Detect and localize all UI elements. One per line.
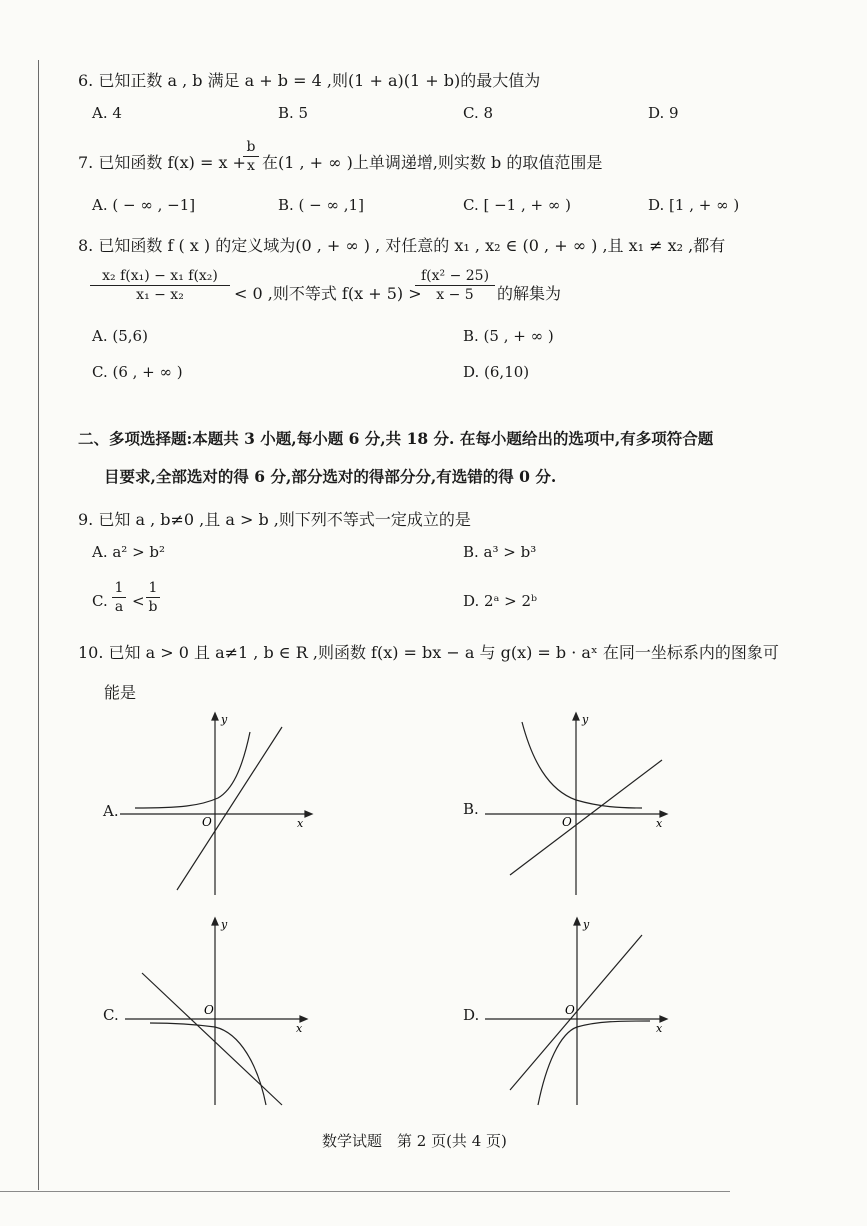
q9-c-frac1-den: a (114, 599, 124, 615)
q7-fraction (243, 139, 259, 174)
q9-c-frac2-num: 1 (148, 580, 158, 596)
graph-c-y-label: y (221, 918, 228, 931)
section2-heading-line1: 二、多项选择题:本题共 3 小题,每小题 6 分,共 18 分. 在每小题给出的选项中,有多项符合题 (78, 429, 714, 448)
graph-a-exp-curve (135, 732, 250, 808)
graph-b-x-label: x (656, 817, 663, 830)
page-footer: 数学试题 第 2 页(共 4 页) (322, 1132, 507, 1150)
q8-option-a: A. (5,6) (92, 327, 148, 345)
q7-option-a: A. ( − ∞ , −1] (92, 196, 196, 214)
q8-frac2-denominator: x − 5 (436, 287, 474, 303)
section2-heading-line2: 目要求,全部选对的得 6 分,部分选对的得部分分,有选错的得 0 分. (104, 467, 557, 486)
q9-option-a: A. a² > b² (92, 543, 166, 561)
scan-bottom-line (0, 1191, 730, 1192)
q9-option-c-frac1 (112, 580, 126, 615)
q9-c-frac2-den: b (148, 599, 158, 615)
q9-option-d: D. 2ᵃ > 2ᵇ (463, 592, 538, 610)
graph-a-y-label: y (221, 713, 228, 726)
graph-a-x-label: x (297, 817, 304, 830)
q8-option-b: B. (5 , + ∞ ) (463, 327, 554, 345)
q6-option-c: C. 8 (463, 104, 494, 122)
q8-stem: 8. 已知函数 f ( x ) 的定义域为(0 , + ∞ ) , 对任意的 x₁ , x₂ ∈ (0 , + ∞ ) ,且 x₁ ≠ x₂ ,都有 (78, 236, 726, 255)
q9-option-c-lt: < (132, 592, 145, 610)
graph-d-origin-label: O (565, 1003, 575, 1017)
q7-stem-post: 在(1 , + ∞ )上单调递增,则实数 b 的取值范围是 (262, 153, 603, 172)
q7-option-c: C. [ −1 , + ∞ ) (463, 196, 571, 214)
graph-a-origin-label: O (202, 815, 212, 829)
graph-c-x-label: x (296, 1022, 303, 1035)
q7-frac-numerator: b (246, 139, 256, 155)
q9-c-frac1-num: 1 (114, 580, 124, 596)
q8-frac1-denominator: x₁ − x₂ (136, 287, 184, 303)
q6-stem: 6. 已知正数 a , b 满足 a + b = 4 ,则(1 + a)(1 + b)的最大值为 (78, 71, 541, 90)
graph-a (120, 710, 320, 900)
q9-stem: 9. 已知 a , b≠0 ,且 a > b ,则下列不等式一定成立的是 (78, 510, 471, 529)
graph-b-exp-curve (522, 722, 642, 808)
q8-frac1-numerator: x₂ f(x₁) − x₁ f(x₂) (102, 268, 218, 284)
graph-a-line (177, 727, 282, 890)
q8-option-c: C. (6 , + ∞ ) (92, 363, 183, 381)
q9-option-b: B. a³ > b³ (463, 543, 537, 561)
graph-b-label: B. (463, 800, 479, 818)
q8-fraction-1 (90, 268, 230, 303)
graph-d-line (510, 935, 642, 1090)
q9-option-c-label: C. (92, 592, 108, 610)
graph-d-x-label: x (656, 1022, 663, 1035)
q7-stem-pre: 7. 已知函数 f(x) = x + (78, 153, 246, 172)
graph-b-origin-label: O (562, 815, 572, 829)
q7-option-d: D. [1 , + ∞ ) (648, 196, 740, 214)
q10-stem-line2: 能是 (104, 683, 137, 702)
graph-c-line (142, 973, 282, 1105)
q9-option-c-frac2 (146, 580, 160, 615)
graph-d-y-label: y (583, 918, 590, 931)
binding-margin-line (38, 60, 39, 1190)
graph-d-label: D. (463, 1006, 480, 1024)
q8-frac2-numerator: f(x² − 25) (420, 268, 490, 284)
graph-b-y-label: y (582, 713, 589, 726)
q6-option-d: D. 9 (648, 104, 679, 122)
q6-option-b: B. 5 (278, 104, 309, 122)
q7-frac-denominator: x (247, 158, 255, 174)
graph-d (480, 915, 680, 1110)
graph-b (480, 710, 680, 900)
graph-c-origin-label: O (204, 1003, 214, 1017)
graph-c (120, 915, 320, 1110)
graph-b-line (510, 760, 662, 875)
q8-mid-text: < 0 ,则不等式 f(x + 5) > (234, 284, 422, 303)
graph-a-label: A. (103, 802, 119, 820)
q8-tail-text: 的解集为 (497, 284, 562, 303)
q6-option-a: A. 4 (92, 104, 122, 122)
graph-d-exp-curve (538, 1021, 650, 1105)
q8-fraction-2 (415, 268, 495, 303)
graph-c-label: C. (103, 1006, 119, 1024)
q8-option-d: D. (6,10) (463, 363, 530, 381)
q10-stem-line1: 10. 已知 a > 0 且 a≠1 , b ∈ R ,则函数 f(x) = bx − a 与 g(x) = b · aˣ 在同一坐标系内的图象可 (78, 643, 779, 662)
q7-option-b: B. ( − ∞ ,1] (278, 196, 364, 214)
